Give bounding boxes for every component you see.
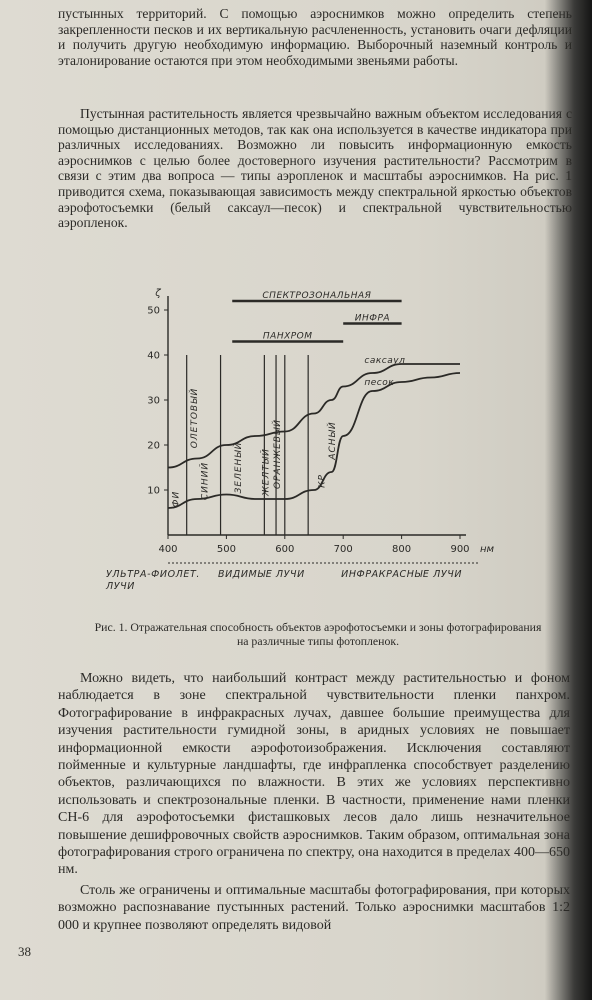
x-tick-label: 600 — [275, 544, 295, 555]
x-tick-label: 500 — [216, 544, 236, 555]
x-axis-label: нм — [480, 544, 495, 555]
x-tick-label: 400 — [158, 544, 178, 555]
paragraph-3: Можно видеть, что наибольший контраст между растительностью и фоном наблюдается в зоне спектральной чувствительности пленки панхром. Фотографирование в инфракрасных лучах, давшее большие преимущества для изучения растительности гумидной зоны, в аридных условиях не повышает информационной емкости аэрофотоизображения. Исключения составляют пойменные и культурные ландшафты, где инфрапленка способствует разделению объектов, различающихся по влажности. В этих же условиях перспективно использовать и спектрозональные пленки. В частности, применение нами пленки СН-6 для аэрофотосъемки фисташковых лесов дало лишь незначительное повышение дешифровочных свойств аэроснимков. Таким образом, оптимальная зона фотографирования строго ограничена по спектру, она находится в пределах 400—650 нм. — [58, 671, 570, 878]
film-bands — [232, 291, 401, 342]
region-visible-label: ВИДИМЫЕ ЛУЧИ — [217, 569, 305, 580]
figure-caption: Рис. 1. Отражательная способность объектов аэрофотосъемки и зоны фотографирования на различные типы фотопленок. — [94, 620, 542, 648]
page-number: 38 — [18, 944, 31, 959]
x-tick-label: 900 — [450, 544, 470, 555]
paragraph-4: Столь же ограничены и оптимальные масштабы фотографирования, при которых возможно распознавание пустынных растений. Только аэроснимки масштабов 1:2 000 и крупнее позволяют определять видовой — [58, 883, 570, 933]
x-tick-label: 700 — [333, 544, 353, 555]
color-zone-label: ОРАНЖЕВЫЙ — [273, 418, 284, 490]
color-zone-label: ФИ — [171, 490, 182, 508]
paragraph-2: Пустынная растительность является чрезвычайно важным объектом исследования с помощью дистанционных методов, так как она используется в качестве индикатора при различных исследованиях. Возможно ли повысить информационную емкость аэроснимков с целью более достоверного изучения растительности? Рассмотрим в связи с этим два вопроса — типы аэропленок и масштабы аэроснимков. На рис. 1 приводится схема, показывающая зависимость между спектральной яркостью объектов аэрофотосъемки (белый саксаул—песок) и спектральной чувствительностью аэропленок. — [58, 106, 572, 231]
chart-axes — [168, 296, 466, 535]
color-zone-label: ОЛЕТОВЫЙ — [190, 387, 201, 449]
y-tick-label: 30 — [147, 395, 160, 407]
film-band-label: СПЕКТРОЗОНАЛЬНАЯ — [262, 291, 372, 301]
series-label: саксаул — [364, 356, 406, 366]
x-tick-label: 800 — [392, 544, 412, 555]
color-zone-label: ЗЕЛЕНЫЙ — [234, 441, 244, 494]
zone-dividers — [187, 355, 308, 535]
y-tick-label: 50 — [147, 305, 160, 317]
series-line-1 — [168, 373, 460, 508]
color-zone-label: КР — [317, 474, 328, 488]
series-label: песок — [364, 378, 395, 388]
color-zone-label: ЖЕЛТЫЙ — [261, 448, 272, 496]
region-uv-label: УЛЬТРА-ФИОЛЕТ. — [106, 569, 201, 580]
film-band-label: ПАНХРОМ — [262, 331, 313, 342]
color-zone-label: СИНИЙ — [200, 461, 211, 501]
y-axis-label: ζ — [155, 288, 161, 299]
y-tick-label: 20 — [147, 440, 160, 452]
region-uv-label-2: ЛУЧИ — [106, 581, 135, 592]
y-tick-label: 10 — [147, 485, 160, 497]
paragraph-1: пустынных территорий. С помощью аэроснимков можно определить степень закрепленности песков и их вертикальную расчлененность, установить очаги дефляции и получить другую необходимую информацию. Выборочный наземный контроль и эталонирование остаются при этом необходимыми звеньями работы. — [58, 6, 572, 68]
color-zone-label: АСНЫЙ — [328, 421, 339, 460]
spectrum-region-labels — [105, 563, 480, 592]
y-tick-label: 40 — [147, 350, 160, 362]
series-curves — [168, 356, 460, 508]
region-infrared-label: ИНФРАКРАСНЫЕ ЛУЧИ — [341, 569, 463, 580]
film-band-label: ИНФРА — [354, 313, 391, 324]
reflectance-figure — [100, 280, 520, 610]
